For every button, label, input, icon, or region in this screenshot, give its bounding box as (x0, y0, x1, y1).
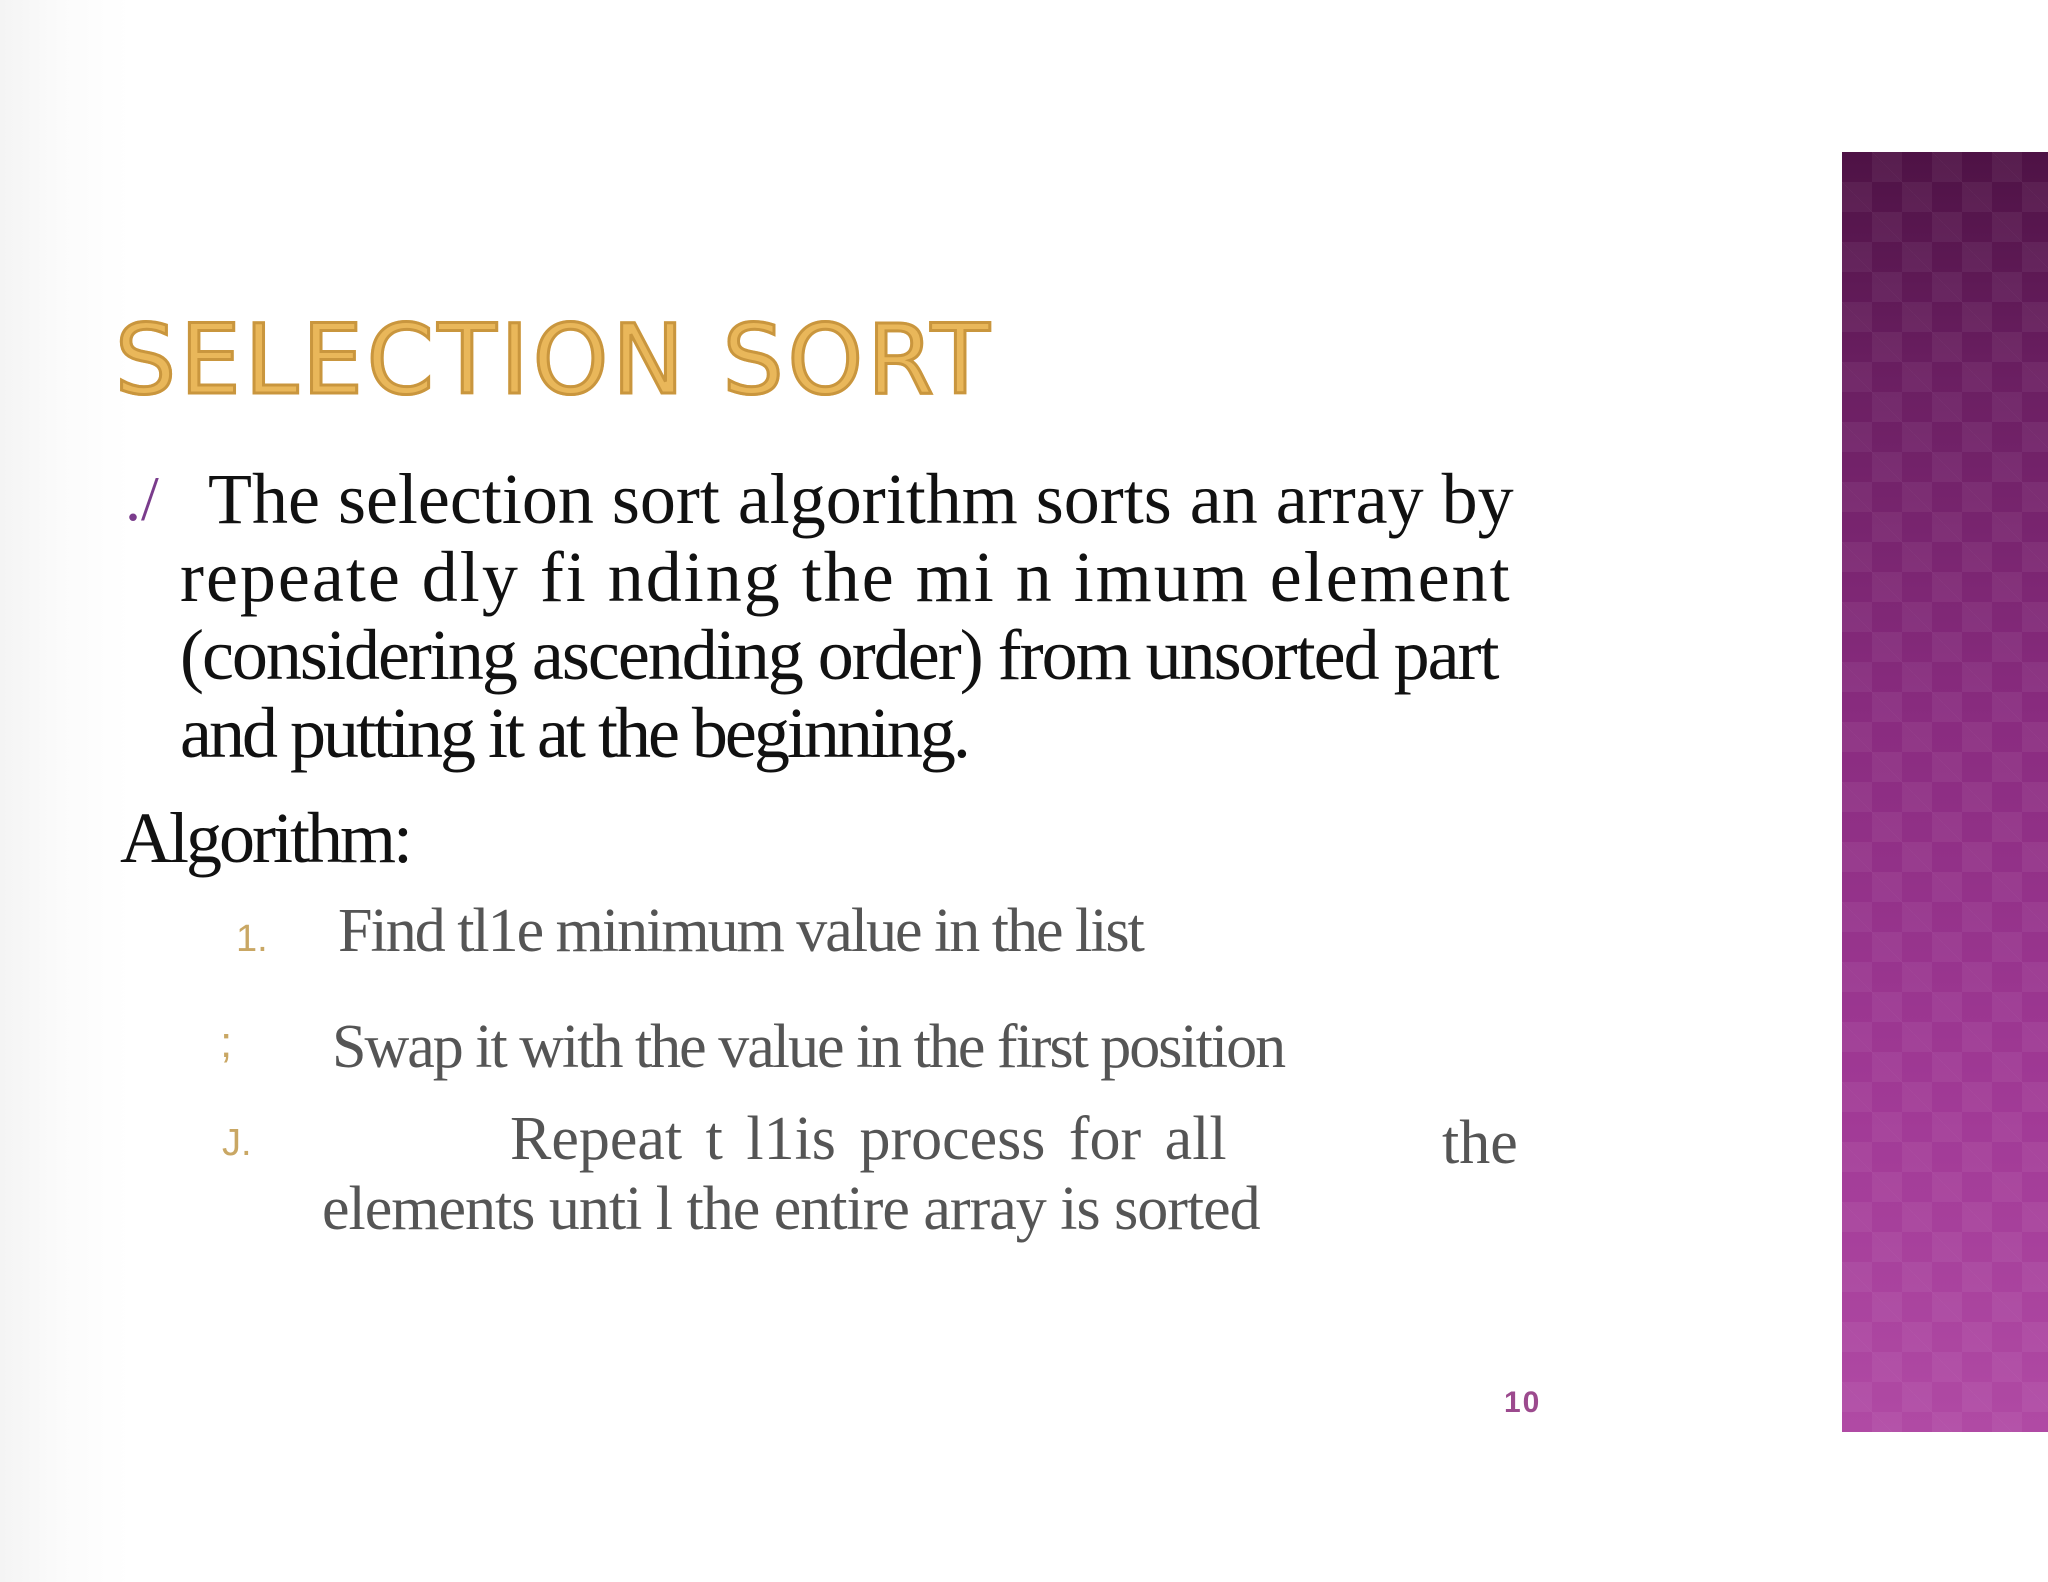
checkmark-bullet-icon: ./ (125, 463, 159, 534)
decorative-side-band (1842, 152, 2048, 1432)
paragraph-line: (considering ascending order) from unsorted part (180, 615, 1498, 695)
step-text-continued: elements unti l the entire array is sorted (322, 1175, 1260, 1243)
slide-title: SELECTION SORT (115, 304, 994, 416)
step-text: Repeat t l1is process for all (510, 1105, 1227, 1173)
page-number: 10 (1504, 1386, 1542, 1419)
step-number: J. (222, 1122, 252, 1164)
step-text: Swap it with the value in the first position (332, 1013, 1285, 1081)
paragraph-line: and putting it at the beginning. (180, 693, 968, 773)
paragraph-line: repeate dly fi nding the mi n imum element (180, 537, 1512, 617)
step-text-end: the (1442, 1109, 1518, 1177)
step-number: 1. (236, 918, 268, 960)
step-text: Find tl1e minimum value in the list (338, 897, 1143, 965)
algorithm-heading: Algorithm: (120, 798, 410, 878)
paragraph-line: The selection sort algorithm sorts an array by (208, 459, 1514, 539)
intro-paragraph (125, 459, 1720, 773)
step-number: ; (220, 1018, 233, 1067)
